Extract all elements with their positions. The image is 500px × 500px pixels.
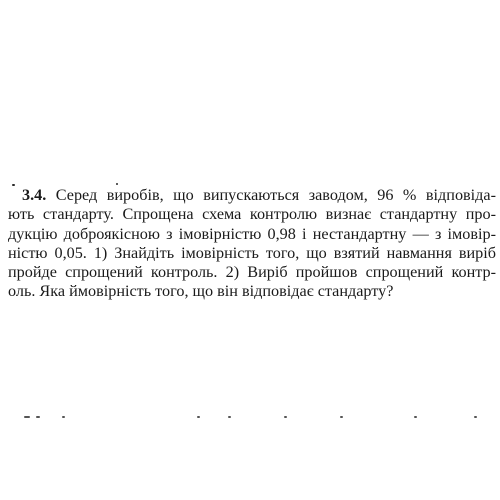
- problem-line-1: [8, 186, 496, 205]
- problem-text-line: Серед виробів, що випускаються заводом, 96 % відповіда-: [55, 186, 496, 204]
- problem-line-6: оль. Яка ймовірність того, що він відповідає стандарту?: [8, 282, 394, 301]
- cropped-next-line: [22, 416, 482, 422]
- problem-line-3: дукцію доброякісною з імовірністю 0,98 і нестандартну — з імовір-: [8, 224, 496, 243]
- problem-line-5: пройде спрощений контроль. 2) Виріб пройшов спрощений контр-: [8, 263, 496, 282]
- problem-number: 3.4.: [22, 186, 47, 204]
- scan-speck: [116, 183, 118, 185]
- problem-line-2: ють стандарту. Спрощена схема контролю визнає стандартну про-: [8, 205, 496, 224]
- problem-line-4: ністю 0,05. 1) Знайдіть імовірність того, що взятий навмання виріб: [8, 243, 496, 262]
- problem-3-4: [8, 186, 496, 302]
